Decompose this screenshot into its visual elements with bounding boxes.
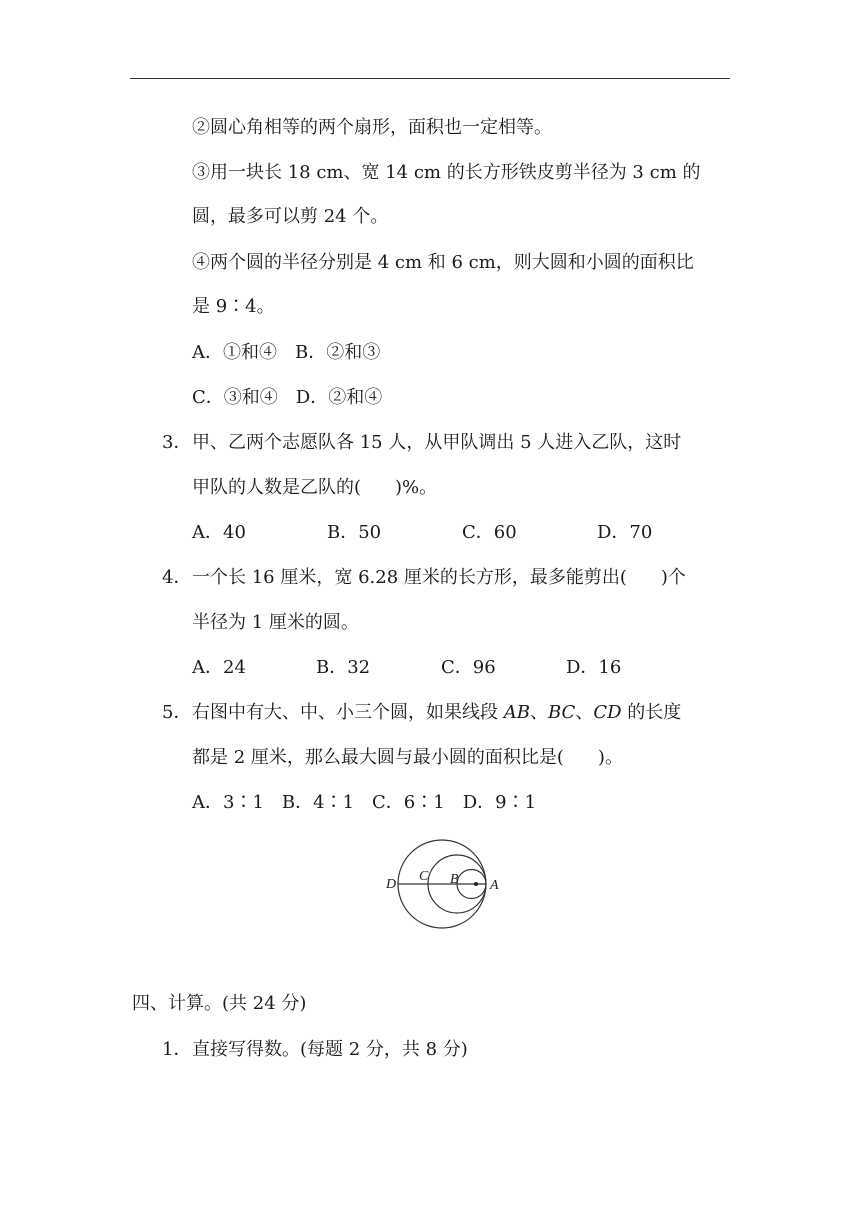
statement-2: ②圆心角相等的两个扇形，面积也一定相等。: [192, 117, 552, 138]
q4-line1: 一个长 16 厘米，宽 6.28 厘米的长方形，最多能剪出( )个: [192, 567, 686, 588]
label-a: A: [490, 878, 499, 893]
q3-option-c: C．60: [462, 522, 517, 543]
statement-3-line2: 圆，最多可以剪 24 个。: [192, 206, 389, 227]
label-d: D: [386, 877, 397, 892]
q3-line2: 甲队的人数是乙队的( )%。: [192, 477, 438, 498]
q3-number: 3．: [162, 432, 192, 453]
q4-number: 4．: [162, 567, 192, 588]
sub1-number: 1．: [162, 1039, 192, 1060]
q4-line2: 半径为 1 厘米的圆。: [192, 612, 359, 633]
q3-line1: 甲、乙两个志愿队各 15 人，从甲队调出 5 人进入乙队，这时: [192, 432, 682, 453]
q5-line1: 右图中有大、中、小三个圆，如果线段 AB、BC、CD 的长度: [192, 702, 682, 723]
segment-ab: AB: [503, 702, 530, 723]
q3-option-d: D．70: [597, 522, 653, 543]
statement-3-line1: ③用一块长 18 cm、宽 14 cm 的长方形铁皮剪半径为 3 cm 的: [192, 162, 701, 183]
q4-option-b: B．32: [316, 657, 371, 678]
q5-line2: 都是 2 厘米，那么最大圆与最小圆的面积比是( )。: [192, 747, 623, 768]
statement-4-line2: 是 9∶4。: [192, 296, 275, 317]
q3-option-a: A．40: [192, 522, 246, 543]
label-c: C: [419, 869, 429, 884]
segment-cd: CD: [593, 702, 622, 723]
q3-option-b: B．50: [327, 522, 382, 543]
q4-option-c: C．96: [441, 657, 496, 678]
statement-4-line1: ④两个圆的半径分别是 4 cm 和 6 cm，则大圆和小圆的面积比: [192, 252, 694, 273]
q4-option-d: D．16: [566, 657, 622, 678]
q5-number: 5．: [162, 702, 192, 723]
three-circles-figure: [382, 838, 512, 934]
label-b: B: [450, 872, 459, 887]
item2-options-row1: A．①和④ B．②和③: [192, 342, 381, 363]
header-rule: [130, 78, 730, 79]
sub1-instruction: 直接写得数。(每题 2 分，共 8 分): [192, 1039, 468, 1060]
item2-options-row2: C．③和④ D．②和④: [192, 387, 383, 408]
center-dot: [474, 882, 478, 886]
q5-options: A．3∶1 B．4∶1 C．6∶1 D．9∶1: [192, 792, 537, 813]
q4-option-a: A．24: [192, 657, 246, 678]
segment-bc: BC: [547, 702, 576, 723]
section-heading: 四、计算。(共 24 分): [132, 993, 307, 1014]
